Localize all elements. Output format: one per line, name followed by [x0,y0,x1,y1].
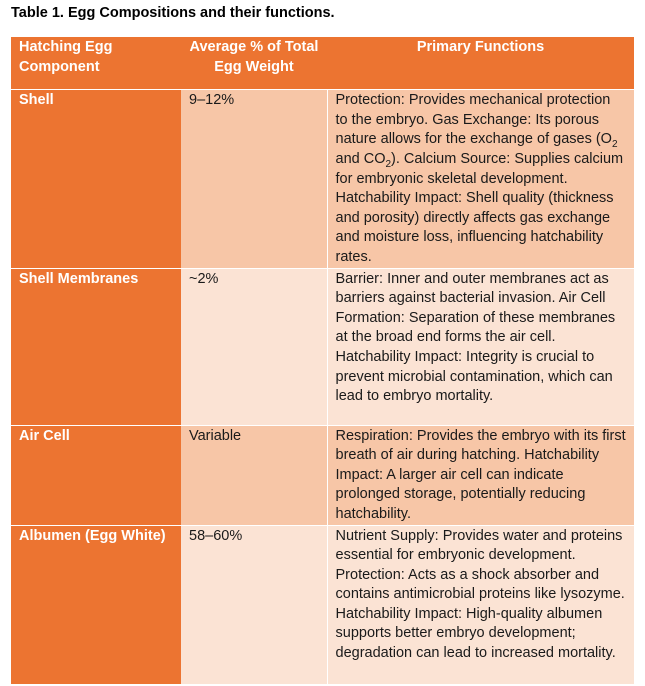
table-header-row [11,37,634,90]
subscript: 2 [385,158,392,170]
percent-cell: 58–60% [181,525,327,684]
component-cell: Shell Membranes [11,268,181,425]
table-row [11,90,634,268]
functions-cell [327,90,634,268]
percent-cell: Variable [181,425,327,525]
header-functions: Primary Functions [327,37,634,90]
functions-text: and CO [335,150,386,167]
functions-cell: Respiration: Provides the embryo with its first breath of air during hatching. Hatchability Impact: A larger air cell can indicate prolonged storage, potentially reducing hatchability. [327,425,634,525]
functions-cell: Nutrient Supply: Provides water and proteins essential for embryonic development. Protection: Acts as a shock absorber and contains antimicrobial proteins like lysozyme. Hatchability Impact: High-quality albumen supports better embryo development; degradation can lead to increased mortality. [327,525,634,684]
table-row [11,425,634,525]
header-percent: Average % of Total Egg Weight [181,37,327,90]
component-cell: Air Cell [11,425,181,525]
functions-text: ). Calcium Source: Supplies calcium for embryonic skeletal development. Hatchability Impact: Shell quality (thickness and porosity) directly affects gas exchange and moisture loss, influencing hatchability rates. [335,150,624,265]
percent-cell: 9–12% [181,90,327,268]
table-row [11,525,634,684]
functions-text: Protection: Provides mechanical protection to the embryo. Gas Exchange: Its porous nature allows for the exchange of gases (O [335,92,612,148]
egg-composition-table [11,37,634,684]
component-cell: Albumen (Egg White) [11,525,181,684]
component-cell: Shell [11,90,181,268]
table-row [11,268,634,425]
table-caption: Table 1. Egg Compositions and their functions. [11,5,335,21]
percent-cell: ~2% [181,268,327,425]
functions-cell: Barrier: Inner and outer membranes act as barriers against bacterial invasion. Air Cell Formation: Separation of these membranes at the broad end forms the air cell. Hatchability Impact: Integrity is crucial to prevent microbial contamination, which can lead to embryo mortality. [327,268,634,425]
header-component: Hatching Egg Component [11,37,181,90]
subscript: 2 [611,139,618,151]
